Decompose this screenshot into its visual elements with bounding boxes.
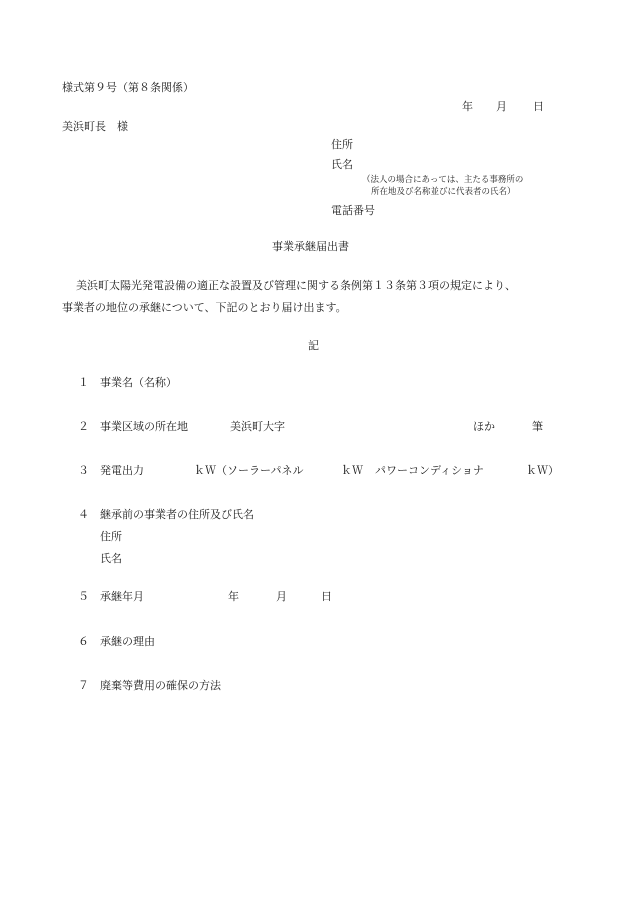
item-3-kw-panel-unit: ｋＷ [341, 464, 363, 477]
date-day-label: 日 [533, 100, 544, 113]
item-5-year: 年 [228, 590, 239, 603]
item-2-label: 事業区域の所在地 [100, 420, 188, 433]
applicant-phone-label: 電話番号 [331, 204, 375, 217]
item-3-kw-pcs-unit: ｋＷ） [526, 464, 559, 477]
ki-heading: 記 [308, 339, 319, 352]
item-4-number: ４ [78, 508, 89, 521]
applicant-note-line2: 所在地及び名称並びに代表者の氏名） [371, 187, 516, 197]
date-year-label: 年 [462, 100, 473, 113]
item-4-label: 継承前の事業者の住所及び氏名 [100, 508, 254, 521]
item-3-pcs: パワーコンディショナ [375, 464, 484, 477]
item-4-address-label: 住所 [100, 530, 122, 543]
item-6-number: ６ [78, 635, 89, 648]
applicant-name-label: 氏名 [331, 158, 353, 171]
form-number: 様式第９号（第８条関係） [62, 81, 194, 94]
addressee: 美浜町長 様 [62, 120, 128, 133]
item-6-label: 承継の理由 [100, 635, 155, 648]
item-1-number: １ [78, 376, 89, 389]
item-3-kw-panel: ｋＷ（ソーラーパネル [194, 464, 304, 477]
date-month-label: 月 [496, 100, 507, 113]
body-line-1: 美浜町太陽光発電設備の適正な設置及び管理に関する条例第１３条第３項の規定により、 [76, 279, 516, 292]
applicant-note-line1: （法人の場合にあっては、主たる事務所の [362, 175, 524, 185]
item-3-label: 発電出力 [100, 464, 144, 477]
item-1-label: 事業名（名称） [100, 376, 177, 389]
item-5-number: ５ [78, 590, 89, 603]
item-2-town: 美浜町大字 [230, 420, 285, 433]
item-7-number: ７ [78, 679, 89, 692]
item-5-day: 日 [321, 590, 332, 603]
item-2-hoka: ほか [473, 420, 495, 433]
item-7-label: 廃棄等費用の確保の方法 [100, 679, 221, 692]
body-line-2: 事業者の地位の承継について、下記のとおり届け出ます。 [62, 301, 347, 314]
item-2-hitsu: 筆 [532, 420, 543, 433]
item-5-label: 承継年月 [100, 590, 144, 603]
item-3-number: ３ [78, 464, 89, 477]
applicant-address-label: 住所 [331, 138, 353, 151]
document-title: 事業承継届出書 [272, 240, 349, 253]
item-4-name-label: 氏名 [100, 552, 122, 565]
item-2-number: ２ [78, 420, 89, 433]
item-5-month: 月 [276, 590, 287, 603]
